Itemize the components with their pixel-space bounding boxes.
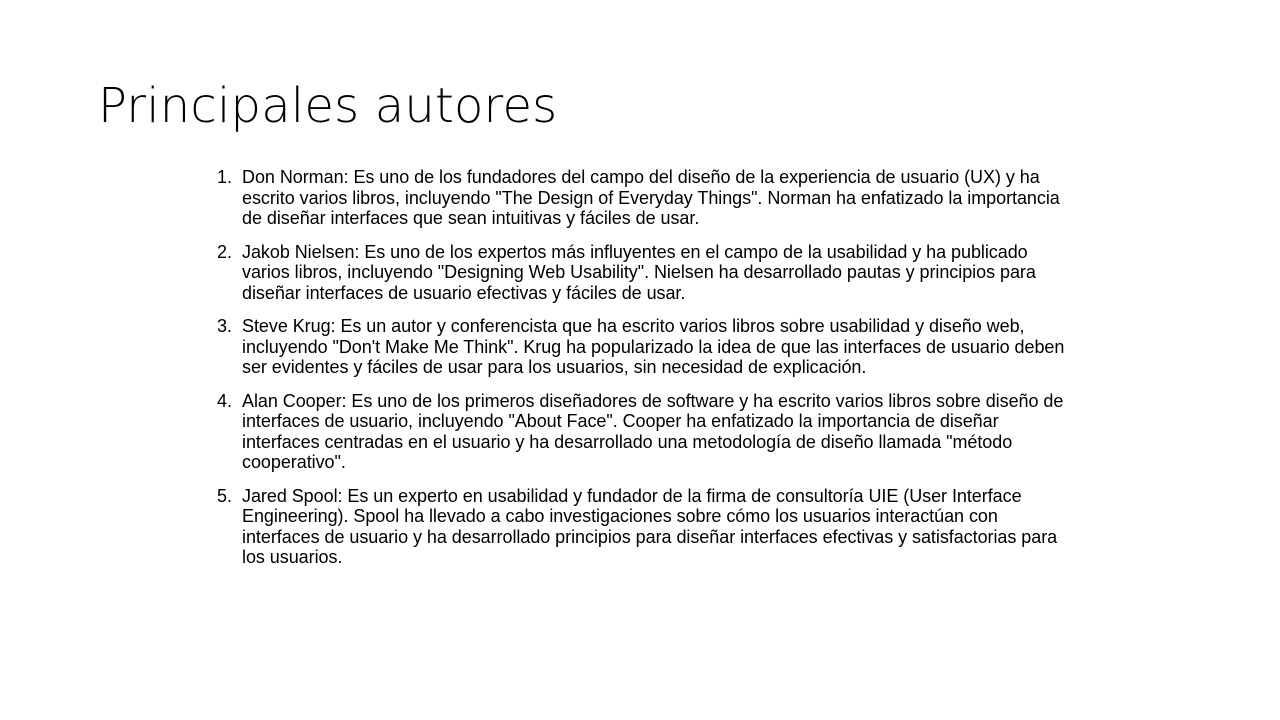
list-item-text: Jakob Nielsen: Es uno de los expertos más influyentes en el campo de la usabilidad y ha publicado varios libros, incluyendo "Designing Web Usability". Nielsen ha desarrollado pautas y principios para diseñar interfaces de usuario efectivas y fáciles de usar. xyxy=(242,241,1036,303)
list-item-cooper xyxy=(212,391,1072,473)
list-item-krug xyxy=(212,316,1072,378)
list-item-number: 4. xyxy=(217,390,232,411)
slide-title: Principales autores xyxy=(98,78,558,134)
list-item-spool xyxy=(212,486,1072,568)
list-item-text: Steve Krug: Es un autor y conferencista que ha escrito varios libros sobre usabilidad y diseño web, incluyendo "Don't Make Me Think". Krug ha popularizado la idea de que las interfaces de usuario deben ser evidentes y fáciles de usar para los usuarios, sin necesidad de explicación. xyxy=(242,316,1065,377)
list-item-text: Alan Cooper: Es uno de los primeros diseñadores de software y ha escrito varios libros sobre diseño de interfaces de usuario, incluyendo "About Face". Cooper ha enfatizado la importancia de diseñar interfaces centradas en el usuario y ha desarrollado una metodología de diseño llamada "método cooperativo". xyxy=(242,390,1064,472)
list-item-norman xyxy=(212,167,1072,229)
list-item-nielsen xyxy=(212,242,1072,304)
authors-list xyxy=(212,167,1072,581)
list-item-text: Don Norman: Es uno de los fundadores del campo del diseño de la experiencia de usuario (UX) y ha escrito varios libros, incluyendo "The Design of Everyday Things". Norman ha enfatizado la importancia de diseñar interfaces que sean intuitivas y fáciles de usar. xyxy=(242,167,1060,228)
list-item-number: 3. xyxy=(217,316,232,336)
list-item-number: 5. xyxy=(217,485,232,506)
list-item-number: 2. xyxy=(217,241,232,262)
list-item-text: Jared Spool: Es un experto en usabilidad y fundador de la firma de consultoría UIE (User Interface Engineering). Spool ha llevado a cabo investigaciones sobre cómo los usuarios interactúan con interfaces de usuario y ha desarrollado principios para diseñar interfaces efectivas y satisfactorias para los usuarios. xyxy=(242,485,1058,567)
list-item-number: 1. xyxy=(217,167,232,187)
